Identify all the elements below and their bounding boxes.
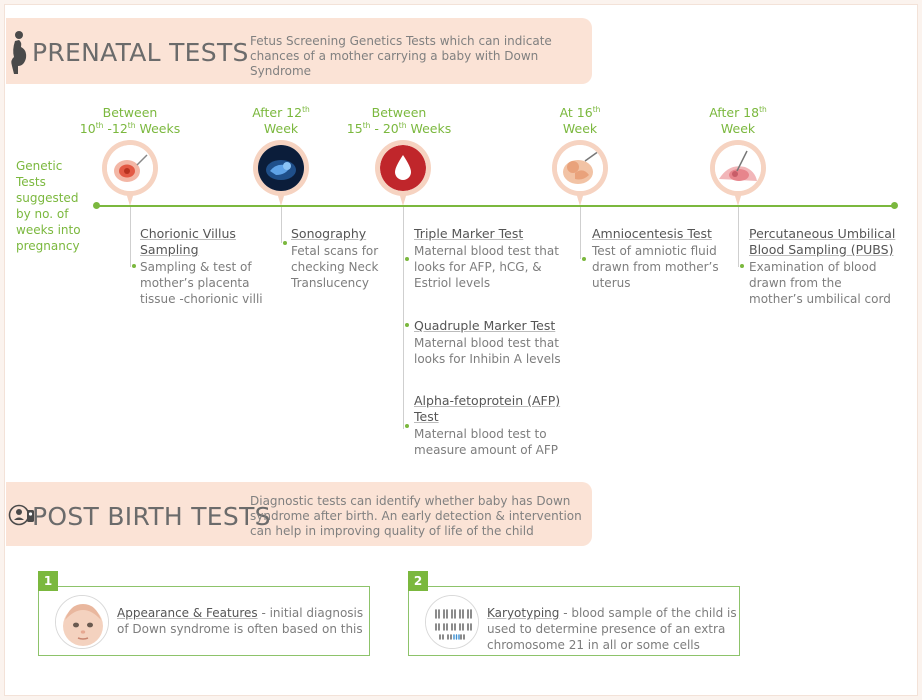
test-triple-desc: Maternal blood test that looks for AFP, hCG, & Estriol levels <box>414 244 559 290</box>
prenatal-description: Fetus Screening Genetics Tests which can indicate chances of a mother carrying a baby with Down Syndrome <box>250 34 552 78</box>
test-pubs-desc: Examination of blood drawn from the mother’s umbilical cord <box>749 260 891 306</box>
connector-cvs <box>130 207 131 267</box>
week-label-1: Between 10th -12th Weeks <box>79 105 181 136</box>
connector-dot <box>405 323 409 327</box>
pin-amniocentesis <box>552 140 608 206</box>
card-text <box>487 605 737 653</box>
card-number-badge: 2 <box>408 571 428 591</box>
week-label-5: After 18th Week <box>709 105 767 136</box>
post-birth-card-appearance <box>38 574 370 656</box>
test-cvs-desc: Sampling & test of mother’s placenta tissue -chorionic villi <box>140 260 263 306</box>
card-number-badge: 1 <box>38 571 58 591</box>
test-afp-name: Alpha-fetoprotein (AFP) Test <box>414 393 561 424</box>
timeline-end-dot <box>891 202 898 209</box>
family-icon <box>8 504 34 526</box>
ultrasound-icon <box>258 145 304 191</box>
pin-sonography <box>253 140 309 206</box>
blood-drop-icon <box>380 145 426 191</box>
chromosome-icon <box>426 596 479 649</box>
post-birth-title: POST BIRTH TESTS <box>32 502 271 531</box>
test-afp-desc: Maternal blood test to measure amount of AFP <box>414 427 558 457</box>
connector-dot <box>405 424 409 428</box>
week-label-4: At 16th Week <box>559 105 601 136</box>
card-text <box>117 605 367 637</box>
week-label-2: After 12th Week <box>252 105 310 136</box>
connector-dot <box>405 257 409 261</box>
test-afp <box>414 393 574 458</box>
connector-dot <box>582 257 586 261</box>
test-sonography-name: Sonography <box>291 226 367 241</box>
card-appearance-name: Appearance & Features <box>117 606 258 620</box>
test-sonography-desc: Fetal scans for checking Neck Translucency <box>291 244 379 290</box>
test-amnio-name: Amniocentesis Test <box>592 226 712 241</box>
card-appearance-desc: - initial diagnosis of Down syndrome is often based on this <box>117 606 364 636</box>
timeline-start-dot <box>93 202 100 209</box>
test-pubs-name: Percutaneous Umbilical Blood Sampling (PUBS) <box>749 226 896 257</box>
test-quadruple <box>414 318 574 367</box>
connector-pubs <box>738 207 739 267</box>
test-amnio <box>592 226 732 291</box>
prenatal-banner <box>6 18 592 84</box>
connector-dot <box>740 264 744 268</box>
baby-face-icon <box>56 596 109 649</box>
week-label-3: Between 15th - 20th Weeks <box>346 105 452 136</box>
test-quadruple-name: Quadruple Marker Test <box>414 318 556 333</box>
test-triple-name: Triple Marker Test <box>414 226 524 241</box>
post-birth-description: Diagnostic tests can identify whether baby has Down syndrome after birth. An early detection & intervention can help in improving quality of life of the child <box>250 494 582 538</box>
test-amnio-desc: Test of amniotic fluid drawn from mother’s uterus <box>592 244 719 290</box>
test-cvs <box>140 226 270 307</box>
test-quadruple-desc: Maternal blood test that looks for Inhibin A levels <box>414 336 561 366</box>
connector-blood <box>403 207 404 429</box>
timeline-line <box>96 205 896 207</box>
prenatal-title: PRENATAL TESTS <box>32 38 249 67</box>
pin-pubs <box>710 140 766 206</box>
pregnant-woman-icon <box>8 30 30 74</box>
test-sonography <box>291 226 401 291</box>
test-pubs <box>749 226 899 307</box>
post-birth-card-karyotyping <box>408 574 740 656</box>
card-karyotyping-desc: - blood sample of the child is used to determine presence of an extra chromosome 21 in all or some cells <box>487 606 737 652</box>
card-karyotyping-name: Karyotyping <box>487 606 560 620</box>
timeline-side-label: Genetic Tests suggested by no. of weeks into pregnancy <box>16 159 81 253</box>
post-birth-banner <box>6 482 592 546</box>
test-cvs-name: Chorionic Villus Sampling <box>140 226 236 257</box>
pin-cvs <box>102 140 158 206</box>
fetus-icon <box>557 145 603 191</box>
connector-dot <box>132 264 136 268</box>
connector-sonography <box>281 207 282 243</box>
pin-blood-test <box>375 140 431 206</box>
ultrasound-icon <box>107 145 153 191</box>
test-triple <box>414 226 574 291</box>
needle-icon <box>715 145 761 191</box>
connector-amnio <box>580 207 581 259</box>
connector-dot <box>283 241 287 245</box>
